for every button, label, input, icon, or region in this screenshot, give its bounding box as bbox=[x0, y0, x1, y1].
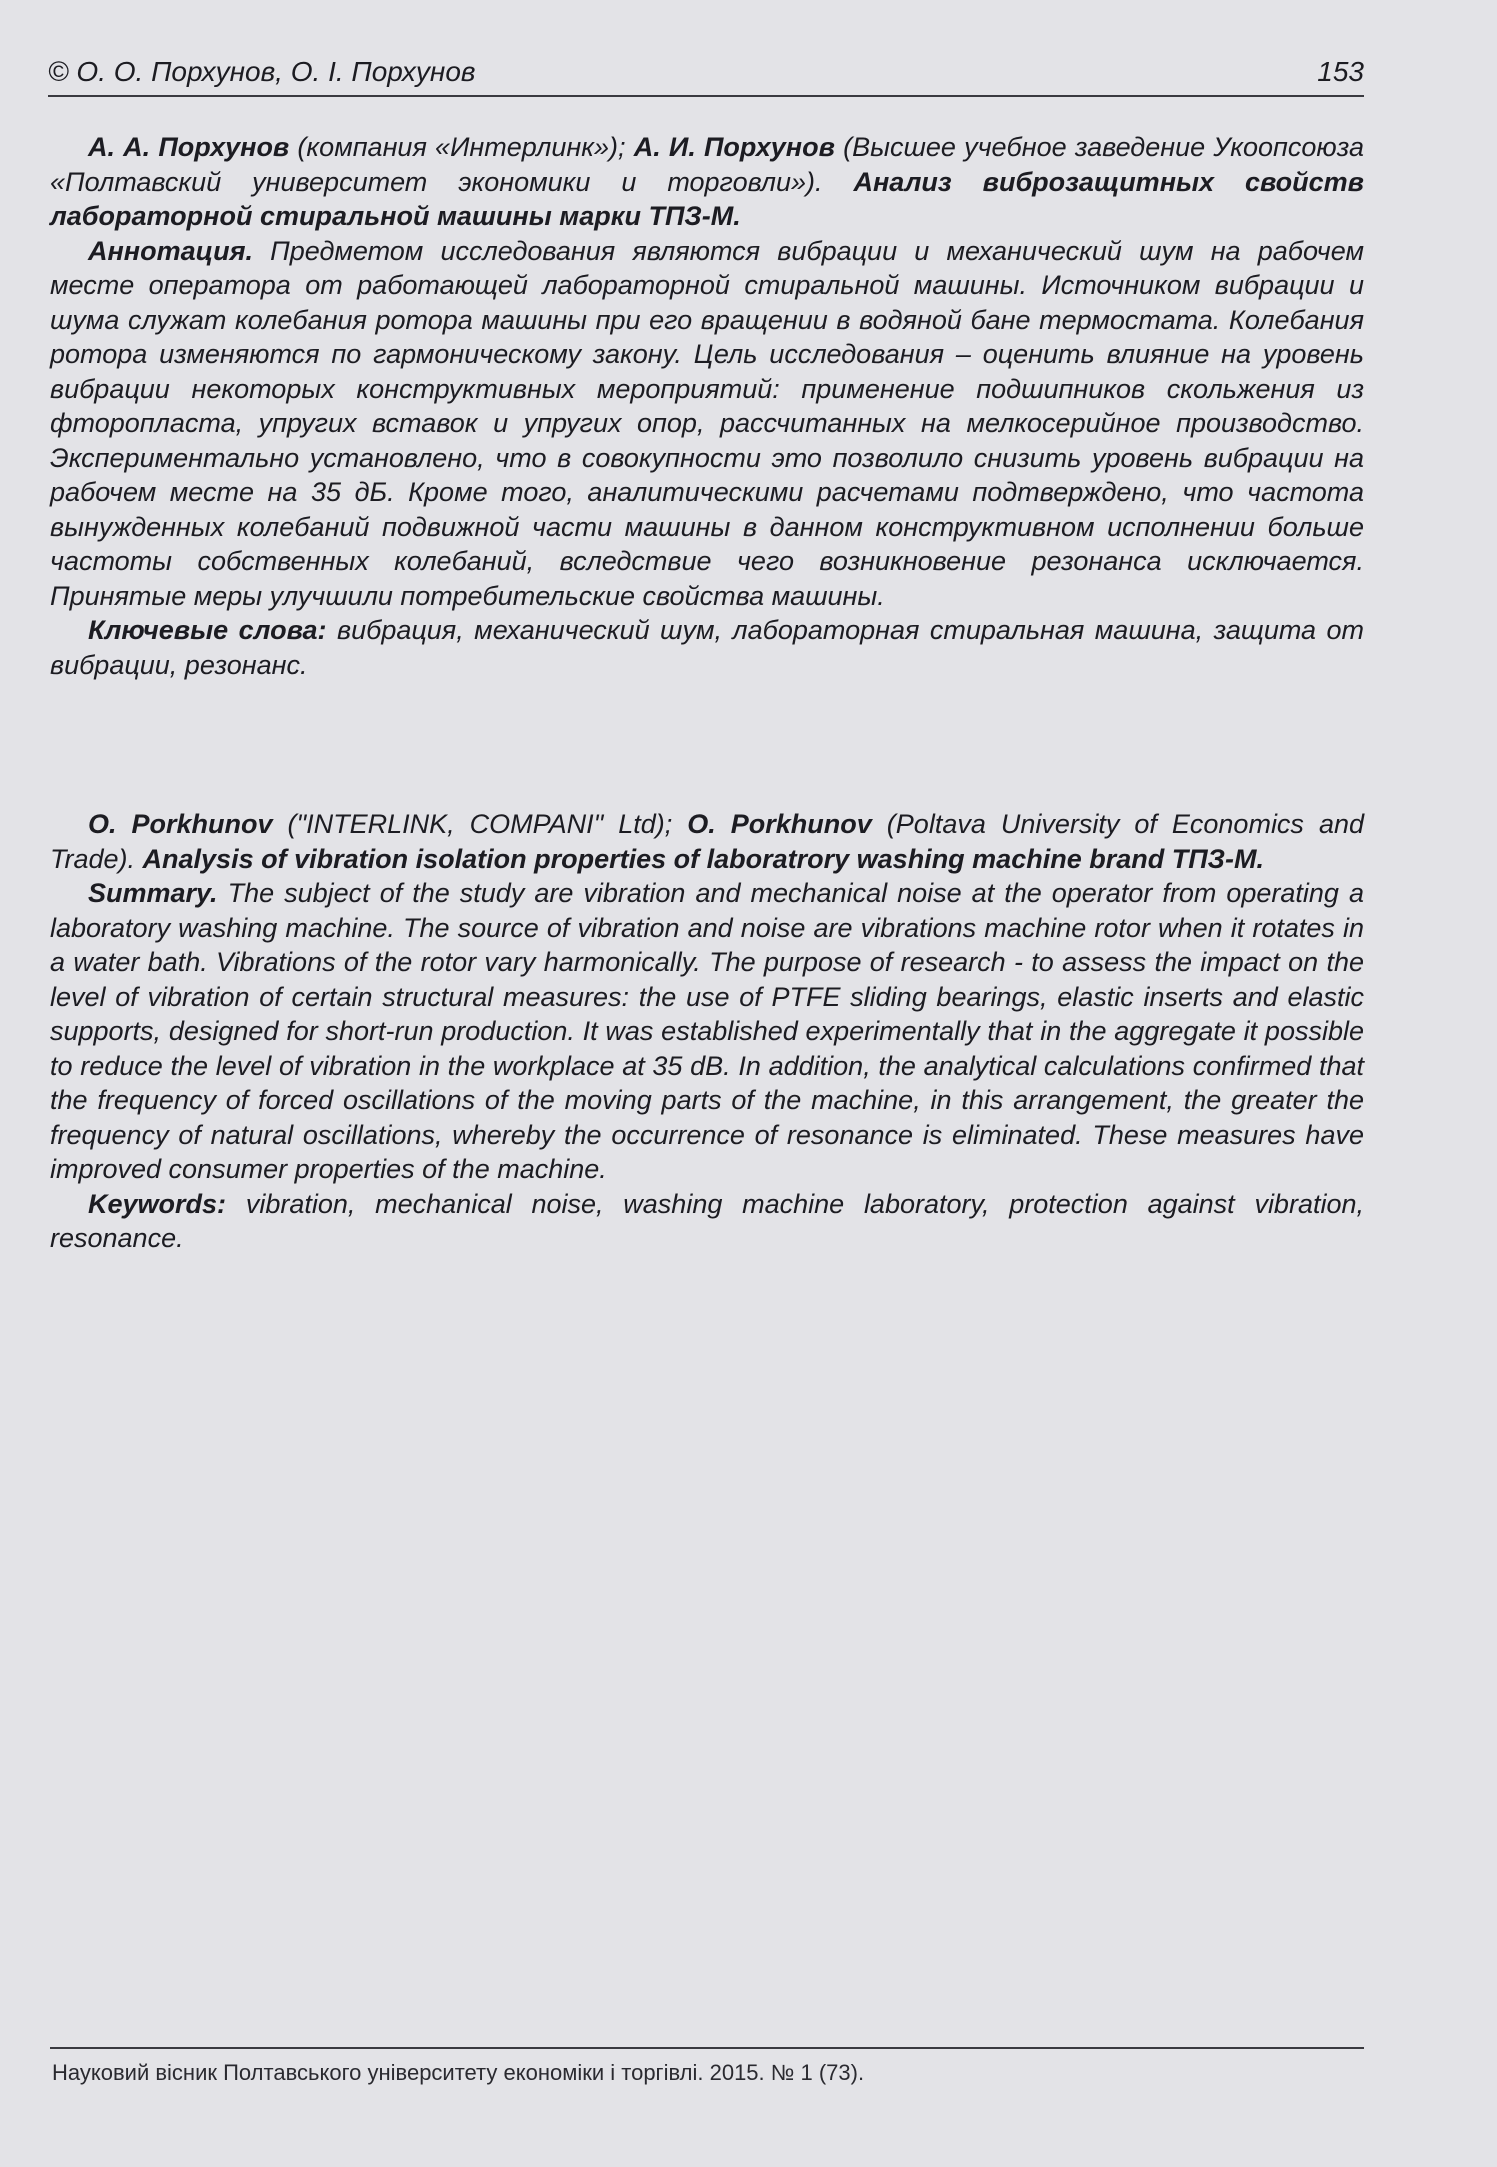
ru-author-2: А. И. Порхунов bbox=[633, 132, 835, 162]
en-keywords bbox=[50, 1187, 1364, 1256]
running-header bbox=[48, 50, 1364, 94]
ru-abstract-text: Предметом исследования являются вибрации и механический шум на рабочем месте оператора от работающей лабораторной стиральной машины. Источником вибрации и шума служат колебания ротора машины при его вращении в водяной бане термостата. Колебания ротора изменяются по гармоническому закону. Цель исследования – оценить влияние на уровень вибрации некоторых конструктивных мероприятий: применение подшипников скольжения из фторопласта, упругих вставок и упругих опор, рассчитанных на мелкосерийное производство. Экспериментально установлено, что в совокупности это позволило снизить уровень вибрации на рабочем месте на 35 дБ. Кроме того, аналитическими расчетами подтверждено, что частота вынужденных колебаний подвижной части машины в данном конструктивном исполнении больше частоты собственных колебаний, вследствие чего возникновение резонанса исключается. Принятые меры улучшили потребительские свойства машины. bbox=[50, 235, 1364, 611]
ru-affiliation-1: (компания «Интерлинк»); bbox=[289, 132, 634, 162]
ru-keywords bbox=[50, 613, 1364, 682]
en-affiliation-1: ("INTERLINK, COMPANI" Ltd); bbox=[272, 809, 688, 839]
en-summary-label: Summary. bbox=[88, 878, 218, 908]
en-keywords-text: vibration, mechanical noise, washing machine laboratory, protection against vibration, resonance. bbox=[50, 1188, 1364, 1253]
en-title: Analysis of vibration isolation properties of laboratrory washing machine brand ТПЗ-М. bbox=[142, 843, 1264, 874]
page-number: 153 bbox=[1317, 56, 1364, 87]
russian-abstract bbox=[50, 130, 1364, 682]
en-keywords-label: Keywords: bbox=[88, 1188, 227, 1219]
ru-citation bbox=[50, 130, 1364, 234]
en-citation bbox=[50, 807, 1364, 876]
journal-footer: Науковий вісник Полтавського університету економіки і торгівлі. 2015. № 1 (73). bbox=[52, 2060, 865, 2085]
ru-author-1: А. А. Порхунов bbox=[88, 132, 290, 162]
footer-rule bbox=[50, 2047, 1364, 2049]
ru-affiliation-2: (Высшее учебное заведение Укоопсоюза «Полтавский университет экономики и торговли»). bbox=[50, 132, 1364, 197]
ru-title: Анализ виброзащитных свойств лабораторной стиральной машины марки ТПЗ-М. bbox=[50, 166, 1364, 231]
english-abstract bbox=[50, 807, 1364, 1256]
en-affiliation-2: (Poltava University of Economics and Trade). bbox=[50, 809, 1364, 874]
en-summary bbox=[50, 876, 1364, 1187]
ru-keywords-label: Ключевые слова: bbox=[88, 615, 327, 645]
header-rule bbox=[48, 95, 1364, 97]
en-summary-text: The subject of the study are vibration and mechanical noise at the operator from operating a laboratory washing machine. The source of vibration and noise are vibrations machine rotor when it rotates in a water bath. Vibrations of the rotor vary harmonically. The purpose of research - to assess the impact on the level of vibration of certain structural measures: the use of PTFE sliding bearings, elastic inserts and elastic supports, designed for short-run production. It was established experimentally that in the aggregate it possible to reduce the level of vibration in the workplace at 35 dB. In addition, the analytical calculations confirmed that the frequency of forced oscillations of the moving parts of the machine, in this arrangement, the greater the frequency of natural oscillations, whereby the occurrence of resonance is eliminated. These measures have improved consumer properties of the machine. bbox=[50, 878, 1364, 1184]
ru-keywords-text: вибрация, механический шум, лабораторная стиральная машина, защита от вибрации, резонанс. bbox=[50, 615, 1365, 680]
en-author-2: O. Porkhunov bbox=[687, 809, 872, 839]
ru-abstract-label: Аннотация. bbox=[88, 235, 253, 266]
header-authors: © О. О. Порхунов, О. І. Порхунов bbox=[48, 56, 476, 87]
ru-abstract bbox=[50, 234, 1364, 614]
en-author-1: O. Porkhunov bbox=[88, 809, 273, 839]
